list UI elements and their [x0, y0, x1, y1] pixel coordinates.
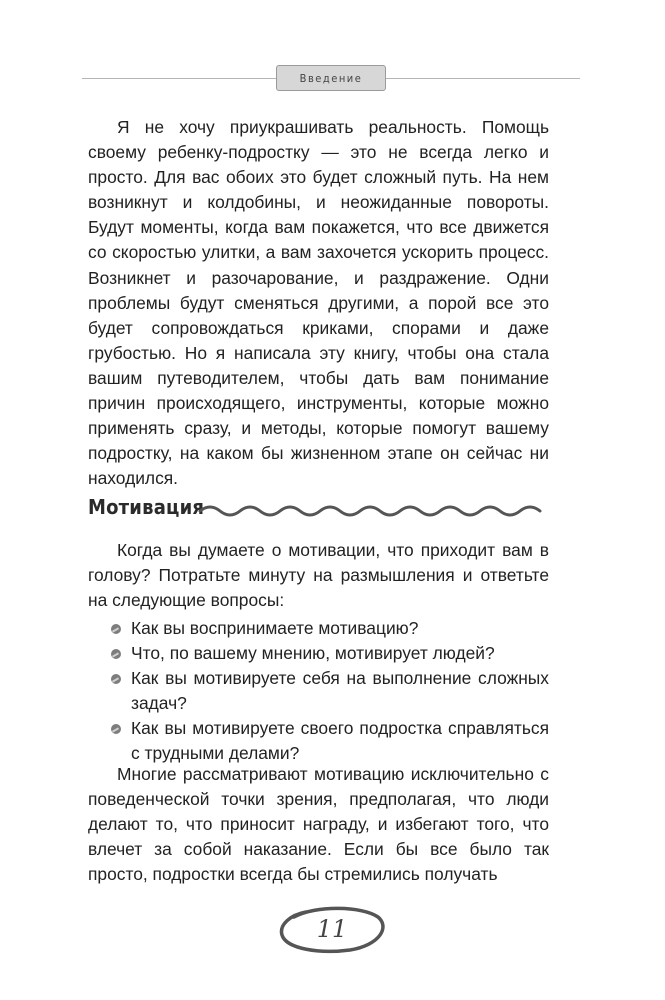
- question-text: Как вы мотивируете своего подростка справляться с трудными делами?: [131, 718, 549, 764]
- section-heading: Мотивация: [88, 495, 205, 519]
- bullet-dot-icon: [111, 724, 121, 734]
- closing-paragraph: Многие рассматривают мотивацию исключительно с поведенческой точки зрения, предполагая, что люди делают то, что приносит награду, и избегают того, что влечет за собой наказание. Если бы все было так просто, подростки всегда бы стремились получать: [88, 764, 549, 885]
- bullet-dot-icon: [111, 674, 121, 684]
- bullet-dot-icon: [111, 649, 121, 659]
- running-header: [276, 65, 386, 91]
- question-text: Что, по вашему мнению, мотивирует людей?: [131, 643, 495, 664]
- question-text: Как вы мотивируете себя на выполнение сложных задач?: [131, 668, 549, 714]
- list-item: [111, 666, 549, 716]
- running-header-label: Введение: [299, 71, 363, 85]
- intro-paragraph: Я не хочу приукрашивать реальность. Помощь своему ребенку-подростку — это не всегда легко и просто. Для вас обоих это будет сложный путь. На нем возникнут и колдобины, и неожиданные повороты. Будут моменты, когда вам покажется, что все движется со скоростью улитки, а вам захочется ускорить процесс. Возникнет и разочарование, и раздражение. Одни проблемы будут сменяться другими, а порой все это будет сопровождаться криками, спорами и даже грубостью. Но я написала эту книгу, чтобы она стала вашим путеводителем, чтобы дать вам понимание причин происходящего, инструменты, которые можно применять сразу, и методы, которые помогут вашему подростку, на каком бы жизненном этапе он сейчас ни находился.: [88, 117, 549, 489]
- question-list: [111, 616, 549, 767]
- question-text: Как вы воспринимаете мотивацию?: [131, 618, 419, 638]
- page-number-frame: [276, 903, 388, 955]
- list-item: [111, 616, 549, 641]
- squiggle-divider-icon: [198, 500, 550, 522]
- list-item: [111, 716, 549, 766]
- bullet-dot-icon: [111, 624, 121, 634]
- page-number: 11: [316, 915, 348, 943]
- motivation-intro-paragraph: Когда вы думаете о мотивации, что приходит вам в голову? Потратьте минуту на размышления и ответьте на следующие вопросы:: [88, 540, 549, 611]
- list-item: [111, 641, 549, 666]
